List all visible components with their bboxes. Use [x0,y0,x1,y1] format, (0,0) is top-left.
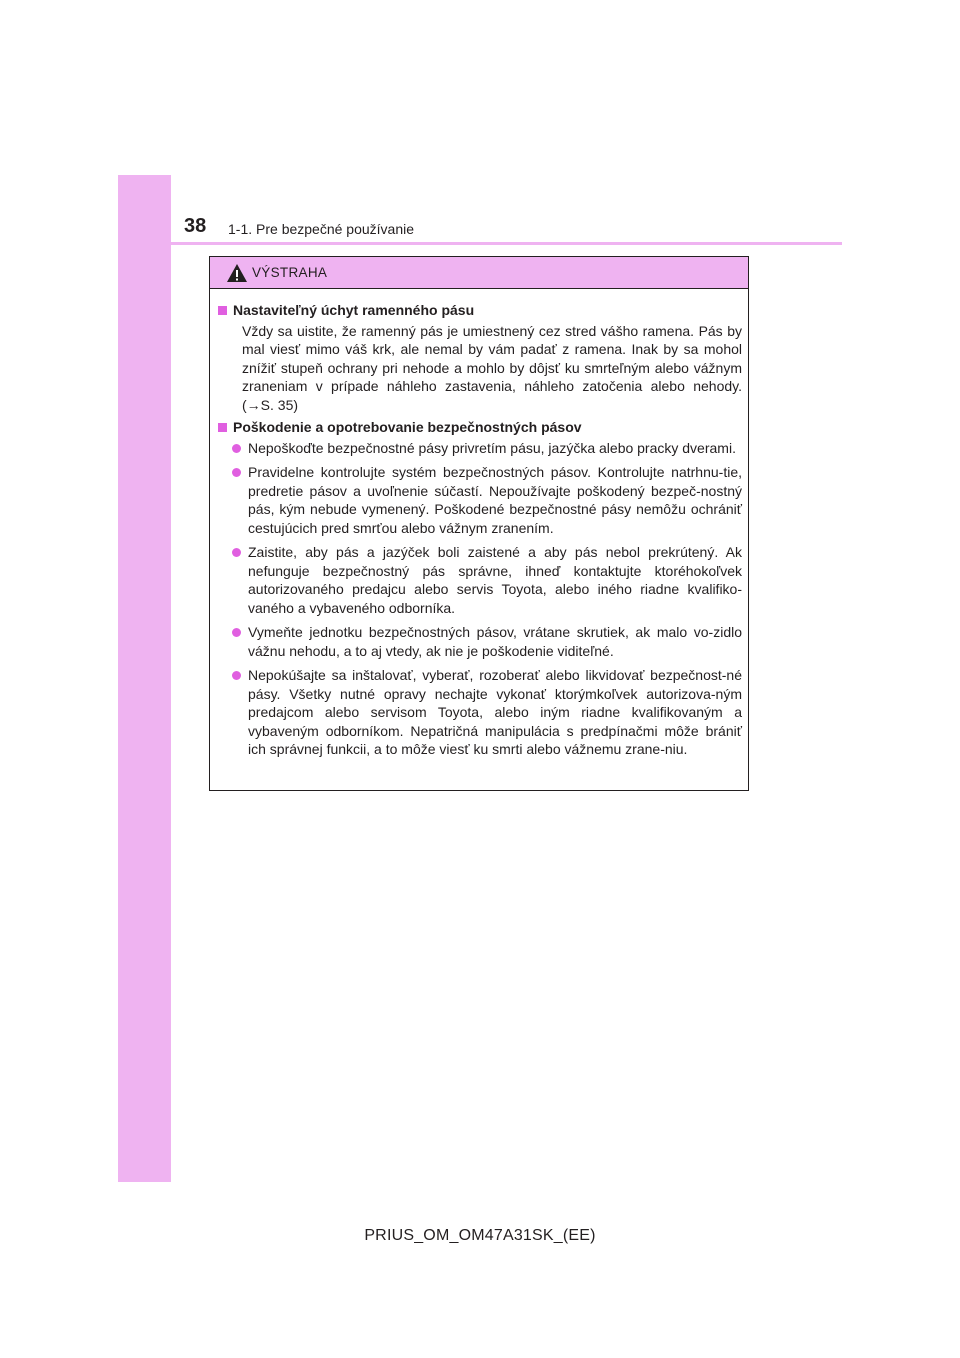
warning-header [210,257,748,289]
warning-box [209,256,749,791]
warning-body [210,289,748,759]
list-item [216,623,742,660]
square-bullet-icon [218,423,227,432]
list-item-text: Zaistite, aby pás a jazýček boli zaistené a aby pás nebol prekrútený. Ak nefunguje bezpečnostný pás správne, ihneď kontaktujte ktoréhokoľvek autorizovaného predajcu alebo servis Toyota, alebo iného riadne kvalifiko-vaného a vybaveného odborníka. [248,544,742,616]
list-item [216,666,742,759]
section-heading [216,301,742,320]
list-item-text: Vymeňte jednotku bezpečnostných pásov, vrátane skrutiek, ak malo vo-zidlo vážnu nehodu, a to aj vtedy, ak nie je poškodenie viditeľné. [248,624,742,659]
warning-title: VÝSTRAHA [252,265,328,280]
dot-bullet-icon [232,548,241,557]
dot-bullet-icon [232,468,241,477]
section-heading-text: Poškodenie a opotrebovanie bezpečnostných pásov [233,419,582,435]
dot-bullet-icon [232,628,241,637]
list-item [216,439,742,458]
list-item-text: Pravidelne kontrolujte systém bezpečnostných pásov. Kontrolujte natrhnu-tie, predretie pásov a uvoľnenie súčastí. Nepoužívajte poškodený bezpeč-nostný pás, kým nebude vymenený. Poškodené bezpečnostné pásy nemôžu ochrániť cestujúcich pred smrťou alebo vážnym zranením. [248,464,742,536]
page-number: 38 [184,215,207,237]
header-rule [118,242,842,245]
square-bullet-icon [218,306,227,315]
document-code-footer: PRIUS_OM_OM47A31SK_(EE) [364,1227,596,1244]
list-item [216,463,742,537]
section-heading [216,418,742,437]
section-title: 1-1. Pre bezpečné používanie [228,221,415,237]
dot-bullet-icon [232,671,241,680]
list-item-text: Nepokúšajte sa inštalovať, vyberať, rozoberať alebo likvidovať bezpečnost-né pásy. Všetky nutné opravy nechajte vykonať ktorýmkoľvek autorizova-ným predajcom alebo servisom Toyota, alebo iným riadne kvalifikovaným a vybaveným odborníkom. Nepatričná manipulácia s predpínačmi môže brániť ich správnej funkcii, a to môže viesť ku smrti alebo vážnemu zrane-niu. [248,667,742,757]
section-heading-text: Nastaviteľný úchyt ramenného pásu [233,302,475,318]
chapter-sidebar-tab [118,175,171,1182]
section-paragraph: Vždy sa uistite, že ramenný pás je umiestnený cez stred vášho ramena. Pás by mal viesť mimo váš krk, ale nemal by vám padať z ramena. Inak by sa mohol znížiť stupeň ochrany pri nehode a mohlo by dôjsť ku smrteľným alebo vážnym zraneniam v prípade náhleho zastavenia, náhleho zatočenia alebo nehody. (→S. 35) [242,322,742,413]
dot-bullet-icon [232,444,241,453]
list-item-text: Nepoškoďte bezpečnostné pásy privretím pásu, jazýčka alebo pracky dverami. [248,439,736,456]
warning-triangle-icon [226,263,248,283]
list-item [216,543,742,617]
